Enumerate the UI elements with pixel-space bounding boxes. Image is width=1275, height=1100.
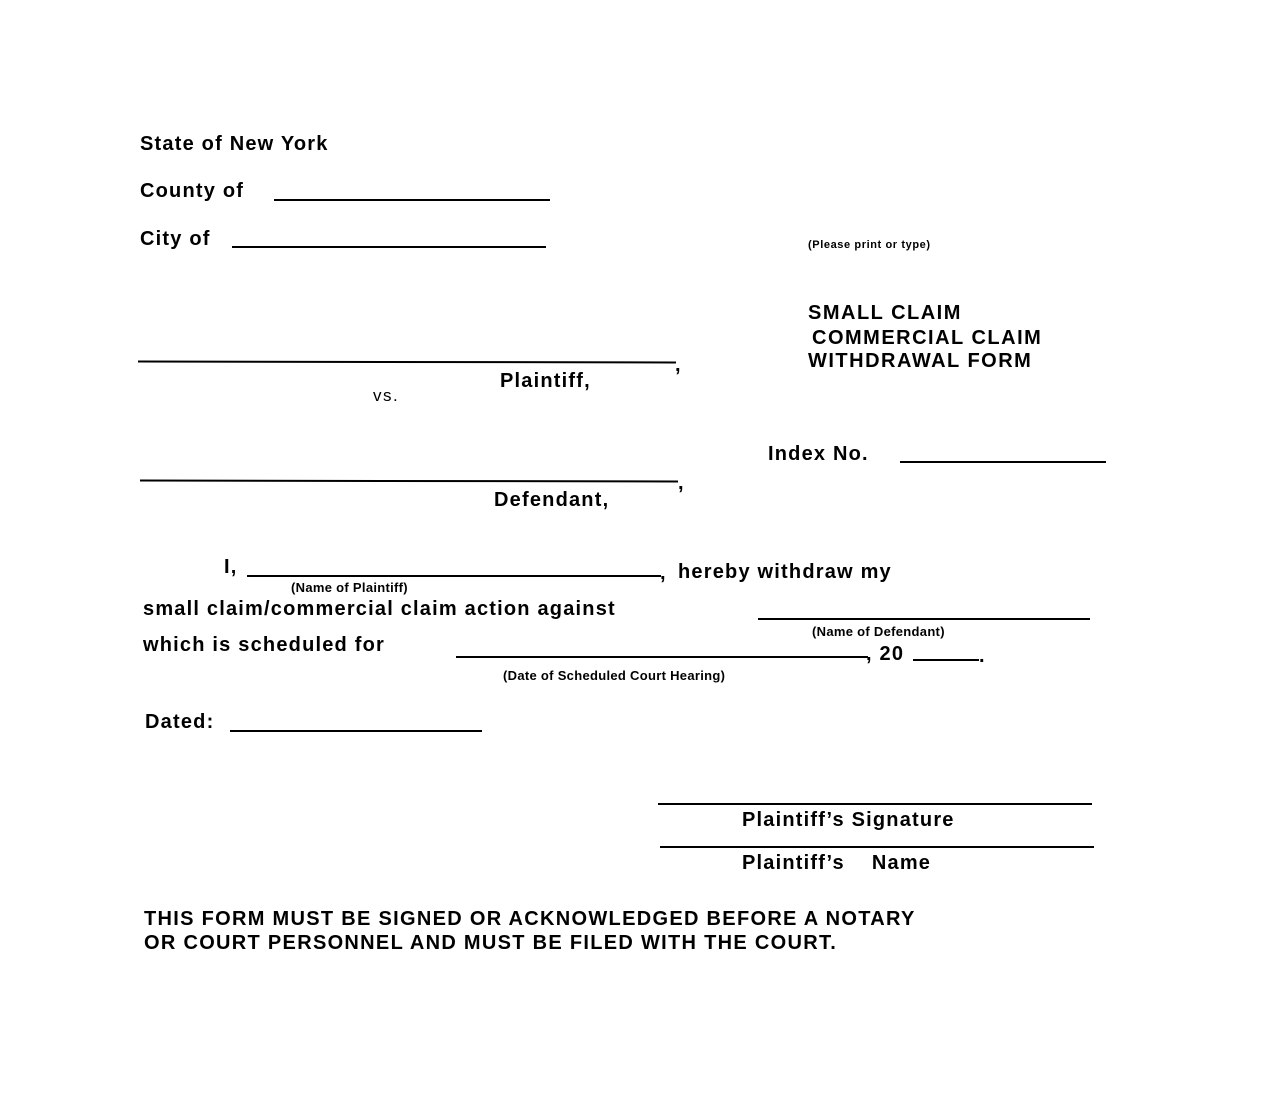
action-text: small claim/commercial claim action against (143, 598, 616, 620)
title-line-1: SMALL CLAIM (808, 302, 962, 324)
index-label: Index No. (768, 443, 869, 465)
plaintiff-label: Plaintiff, (500, 370, 591, 392)
plaintiff-statement-line[interactable] (247, 575, 661, 577)
hearing-date-hint: (Date of Scheduled Court Hearing) (503, 668, 726, 683)
plaintiff-comma: , (675, 354, 682, 376)
defendant-label: Defendant, (494, 489, 610, 511)
signature-line[interactable] (658, 803, 1092, 805)
i-label: I, (224, 556, 238, 578)
name-of-plaintiff-hint: (Name of Plaintiff) (291, 580, 408, 595)
state-label: State of New York (140, 133, 329, 155)
title-line-2: COMMERCIAL CLAIM (812, 327, 1043, 349)
dated-field-line[interactable] (230, 730, 482, 732)
index-field-line[interactable] (900, 461, 1106, 463)
statement-comma: , (660, 562, 667, 584)
vs-label: vs. (373, 386, 400, 405)
year-prefix: , 20 (866, 643, 905, 665)
printed-name-label: Plaintiff’s Name (742, 852, 932, 874)
signature-label: Plaintiff’s Signature (742, 809, 955, 831)
notice-line-2: OR COURT PERSONNEL AND MUST BE FILED WITH THE COURT. (144, 932, 838, 954)
defendant-comma: , (678, 472, 685, 494)
notice-line-1: THIS FORM MUST BE SIGNED OR ACKNOWLEDGED BEFORE A NOTARY (144, 908, 916, 930)
print-note: (Please print or type) (808, 239, 931, 251)
county-field-line[interactable] (274, 199, 550, 201)
printed-name-line[interactable] (660, 846, 1094, 848)
withdraw-text: hereby withdraw my (678, 561, 892, 583)
city-label: City of (140, 228, 211, 250)
defendant-name-line[interactable] (140, 480, 678, 483)
hearing-date-line[interactable] (456, 656, 868, 658)
name-of-defendant-hint: (Name of Defendant) (812, 624, 945, 639)
title-line-3: WITHDRAWAL FORM (808, 350, 1033, 372)
defendant-statement-line[interactable] (758, 618, 1090, 620)
scheduled-text: which is scheduled for (143, 634, 385, 656)
plaintiff-name-line[interactable] (138, 361, 676, 364)
year-field-line[interactable] (913, 659, 979, 661)
year-period: . (979, 645, 986, 667)
city-field-line[interactable] (232, 246, 546, 248)
dated-label: Dated: (145, 711, 215, 733)
county-label: County of (140, 180, 245, 202)
